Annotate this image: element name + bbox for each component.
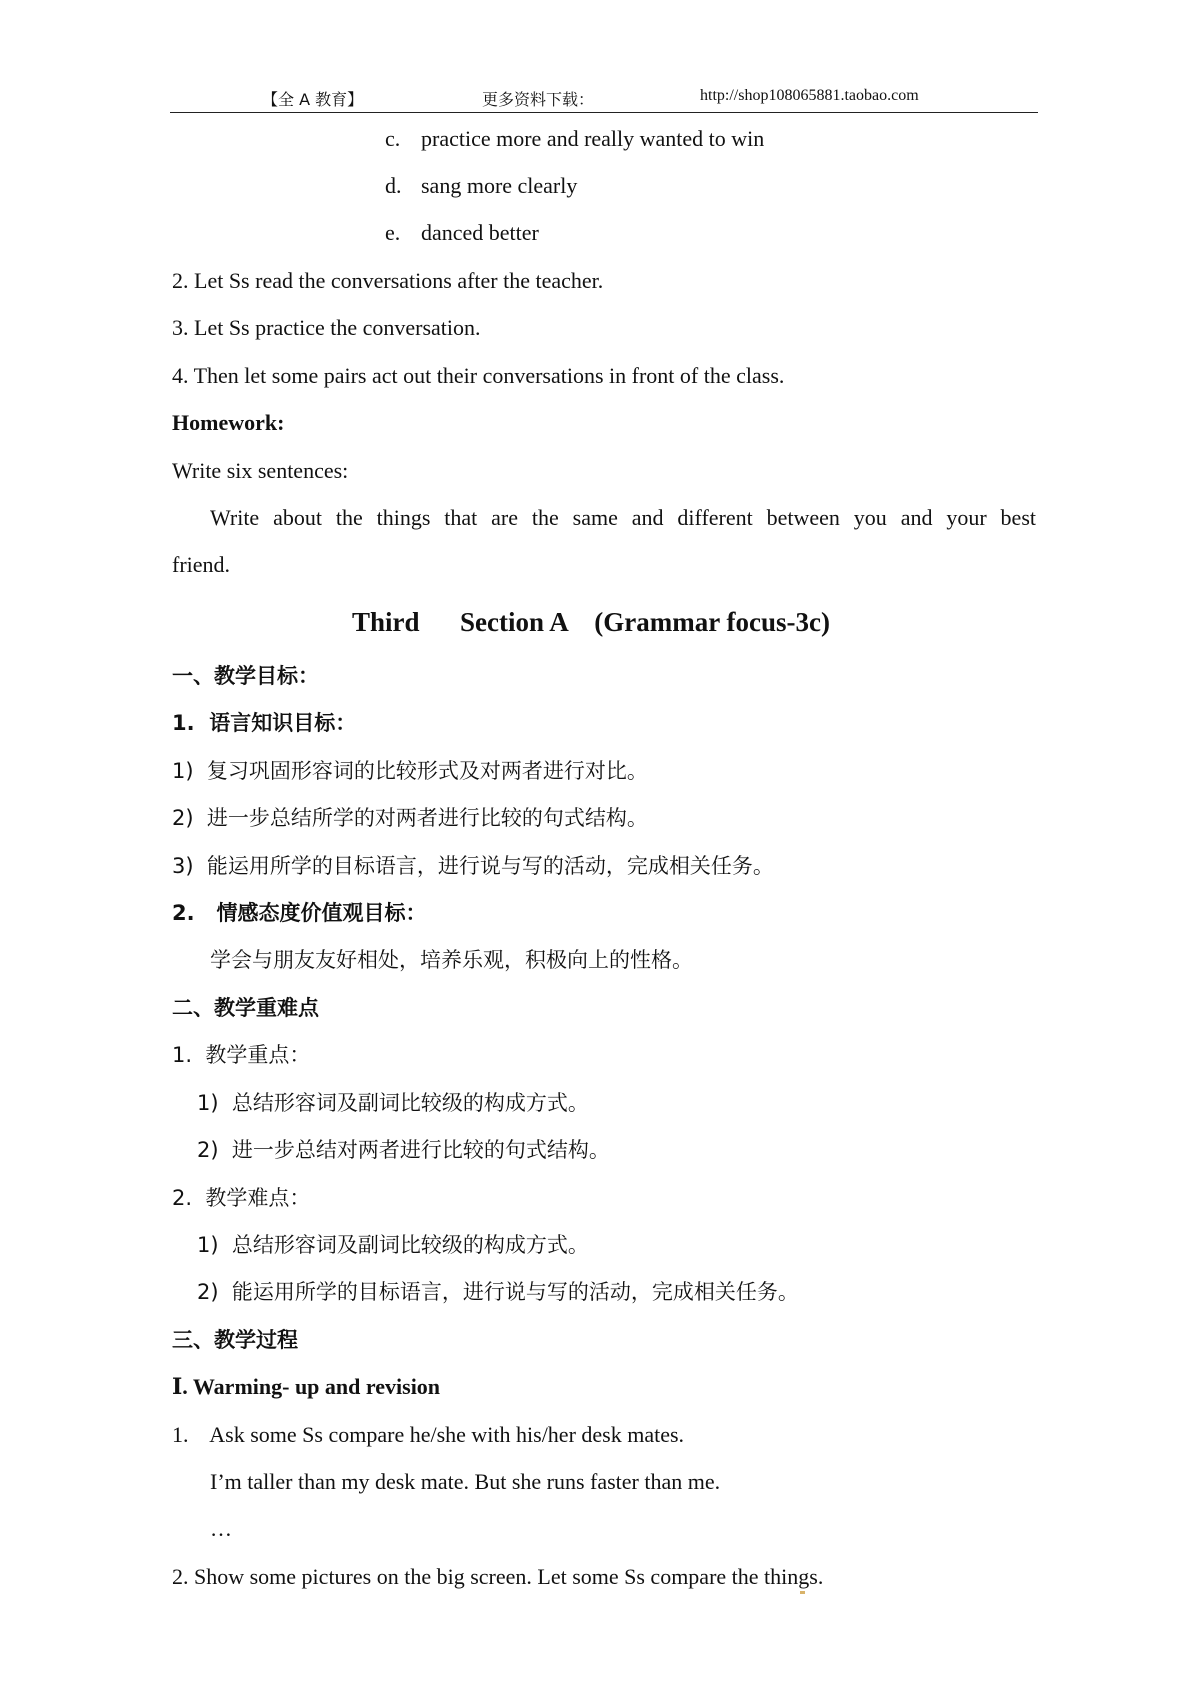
focus-label: 1. 教学重点：: [172, 1043, 311, 1067]
header-url: http://shop108065881.taobao.com: [700, 87, 919, 104]
section-title: Third Section A (Grammar focus-3c): [352, 607, 830, 637]
option-e-letter: e.: [385, 220, 401, 245]
process-item-1: 1. Ask some Ss compare he/she with his/her desk mates.: [172, 1422, 685, 1447]
process-heading: 三、教学过程: [172, 1328, 298, 1352]
option-d-text: sang more clearly: [421, 173, 578, 198]
language-objectives-heading: 1. 语言知识目标：: [172, 711, 357, 735]
focus-item: 1) 总结形容词及副词比较级的构成方式。: [197, 1091, 589, 1115]
option-c-text: practice more and really wanted to win: [421, 126, 765, 151]
scan-mark: [800, 1591, 805, 1594]
step-2: 2. Let Ss read the conversations after the teacher.: [172, 268, 604, 293]
emotional-objective-text: 学会与朋友友好相处，培养乐观，积极向上的性格。: [210, 948, 693, 972]
warming-up-heading: Ⅰ. Warming- up and revision: [172, 1374, 441, 1399]
objective-item: 1) 复习巩固形容词的比较形式及对两者进行对比。: [172, 759, 648, 783]
focus-item: 2) 进一步总结对两者进行比较的句式结构。: [197, 1138, 610, 1162]
step-4: 4. Then let some pairs act out their conversations in front of the class.: [172, 363, 785, 388]
page-header: [170, 84, 1038, 113]
process-ellipsis: …: [210, 1516, 232, 1541]
difficult-item: 2) 能运用所学的目标语言，进行说与写的活动，完成相关任务。: [197, 1280, 799, 1304]
step-3: 3. Let Ss practice the conversation.: [172, 315, 481, 340]
difficult-label: 2. 教学难点：: [172, 1186, 311, 1210]
objectives-heading: 一、教学目标：: [172, 664, 319, 688]
process-item-2: 2. Show some pictures on the big screen. Let some Ss compare the things.: [172, 1564, 824, 1589]
objective-item: 2) 进一步总结所学的对两者进行比较的句式结构。: [172, 806, 648, 830]
process-example: I’m taller than my desk mate. But she runs faster than me.: [210, 1469, 721, 1494]
keypoints-heading: 二、教学重难点: [172, 996, 319, 1020]
homework-line-1: Write about the things that are the same and different between you and your best: [210, 505, 1036, 530]
header-download-label: 更多资料下载：: [482, 90, 595, 109]
objective-item: 3) 能运用所学的目标语言，进行说与写的活动，完成相关任务。: [172, 854, 774, 878]
homework-heading: Homework:: [172, 410, 285, 435]
homework-line-2: friend.: [172, 552, 231, 577]
option-d-letter: d.: [385, 173, 402, 198]
option-e-text: danced better: [421, 220, 539, 245]
difficult-item: 1) 总结形容词及副词比较级的构成方式。: [197, 1233, 589, 1257]
homework-intro: Write six sentences:: [172, 458, 349, 483]
emotional-objectives-heading: 2. 情感态度价值观目标：: [172, 901, 427, 925]
option-c-letter: c.: [385, 126, 401, 151]
header-brand: 【全 A 教育】: [262, 90, 364, 109]
